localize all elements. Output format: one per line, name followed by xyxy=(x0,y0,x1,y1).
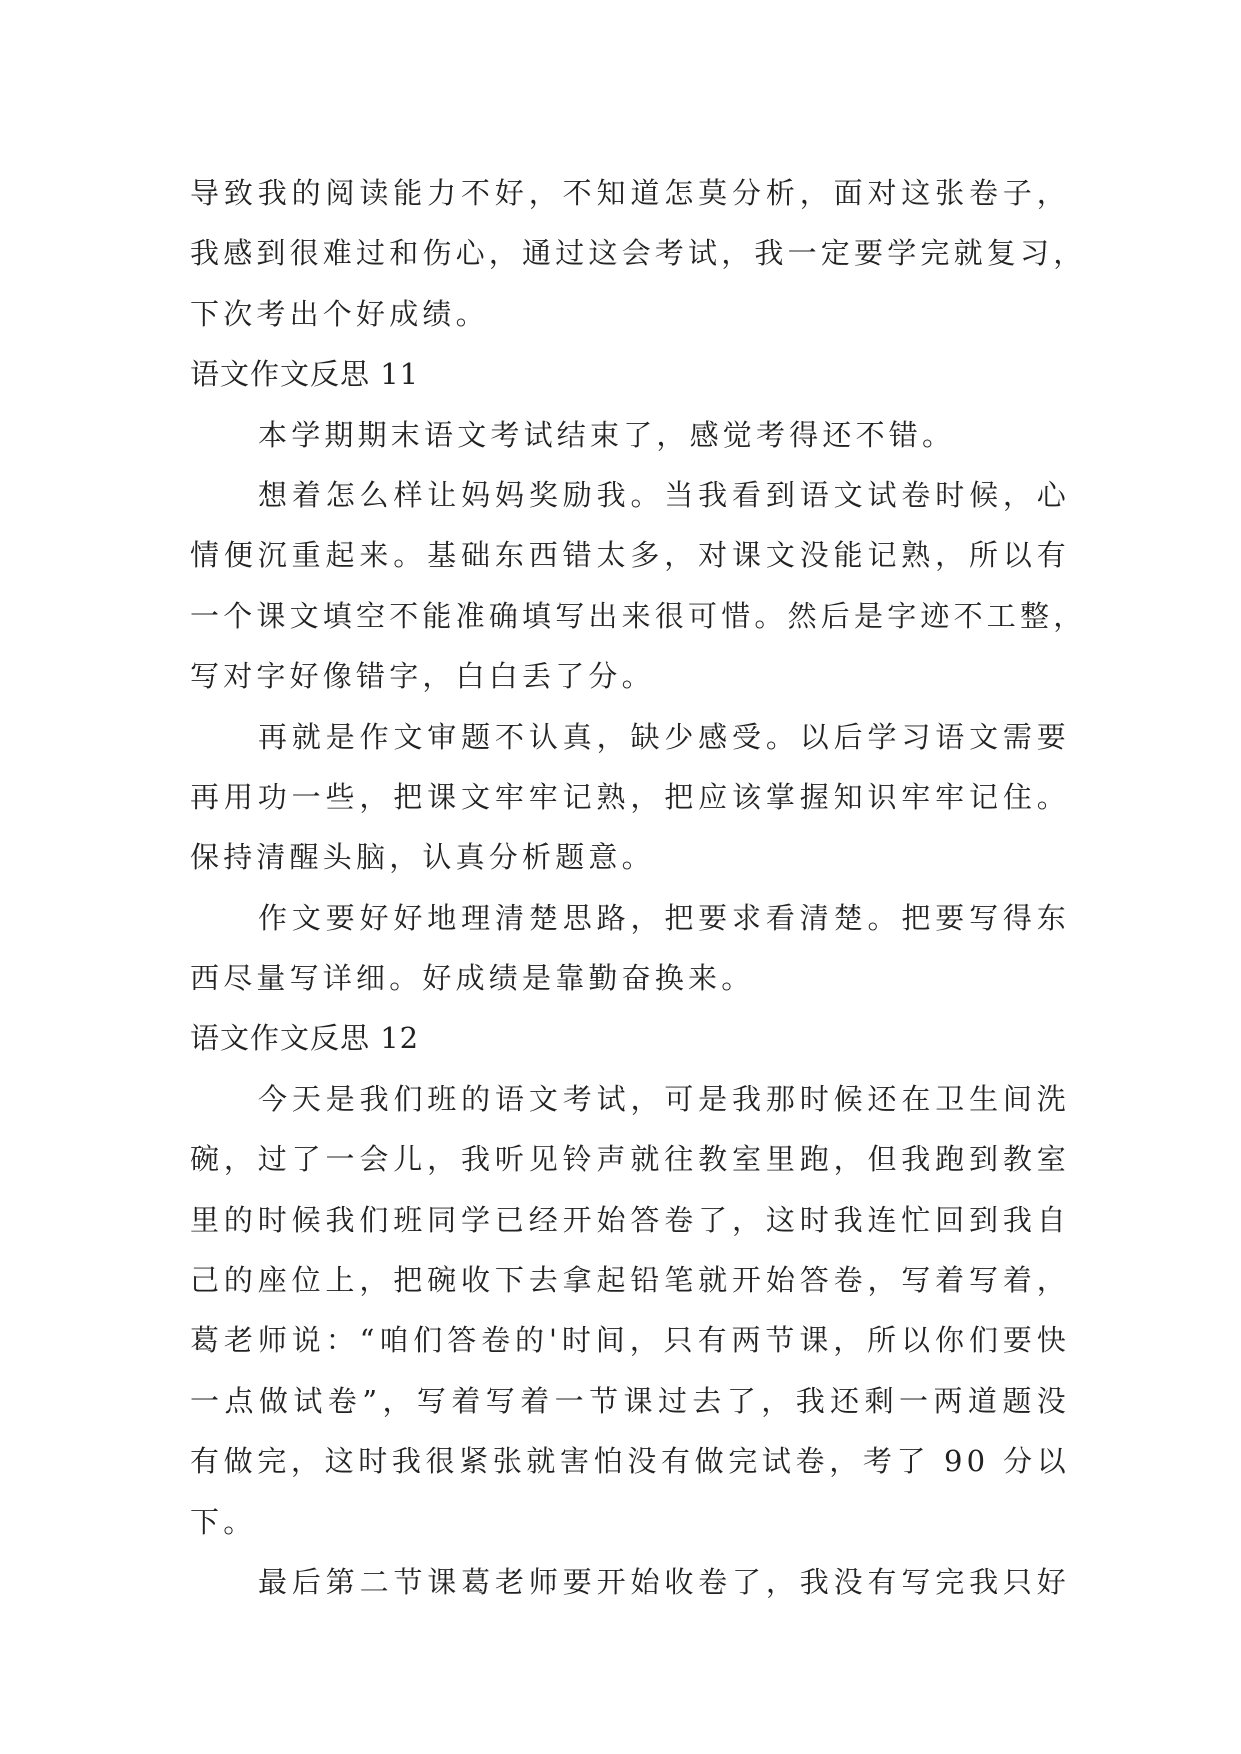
text-line: 作文要好好地理清楚思路，把要求看清楚。把要写得东 xyxy=(258,900,1070,935)
section-heading: 语文作文反思 11 xyxy=(190,357,420,392)
text-line: 我感到很难过和伤心，通过这会考试，我一定要学完就复习， xyxy=(190,236,1087,271)
text-line: 再就是作文审题不认真，缺少感受。以后学习语文需要 xyxy=(258,719,1070,754)
document-body xyxy=(190,163,1087,1612)
text-line: 下次考出个好成绩。 xyxy=(190,296,489,331)
text-line: 葛老师说：“咱们答卷的'时间，只有两节课，所以你们要快 xyxy=(190,1323,1070,1358)
text-line: 想着怎么样让妈妈奖励我。当我看到语文试卷时候，心 xyxy=(258,477,1070,512)
text-line: 本学期期末语文考试结束了，感觉考得还不错。 xyxy=(258,417,956,452)
text-line: 里的时候我们班同学已经开始答卷了，这时我连忙回到我自 xyxy=(190,1202,1070,1237)
text-line: 导致我的阅读能力不好，不知道怎莫分析，面对这张卷子， xyxy=(190,176,1070,210)
text-line: 碗，过了一会儿，我听见铃声就往教室里跑，但我跑到教室 xyxy=(190,1142,1070,1177)
text-line: 下。 xyxy=(190,1504,257,1539)
section-heading: 语文作文反思 12 xyxy=(190,1021,420,1056)
text-line: 今天是我们班的语文考试，可是我那时候还在卫生间洗 xyxy=(258,1081,1070,1116)
text-line: 有做完，这时我很紧张就害怕没有做完试卷，考了 90 分以 xyxy=(190,1444,1070,1479)
text-line: 保持清醒头脑，认真分析题意。 xyxy=(190,840,655,875)
text-line: 情便沉重起来。基础东西错太多，对课文没能记熟，所以有 xyxy=(190,538,1070,573)
text-line: 最后第二节课葛老师要开始收卷了，我没有写完我只好 xyxy=(258,1564,1070,1599)
text-line: 再用功一些，把课文牢牢记熟，把应该掌握知识牢牢记住。 xyxy=(190,779,1070,814)
text-line: 一点做试卷”，写着写着一节课过去了，我还剩一两道题没 xyxy=(190,1383,1070,1418)
text-line: 一个课文填空不能准确填写出来很可惜。然后是字迹不工整， xyxy=(190,598,1087,633)
text-line: 写对字好像错字，白白丢了分。 xyxy=(190,659,655,694)
text-line: 西尽量写详细。好成绩是靠勤奋换来。 xyxy=(190,961,755,996)
text-line: 己的座位上，把碗收下去拿起铅笔就开始答卷，写着写着， xyxy=(190,1263,1070,1298)
